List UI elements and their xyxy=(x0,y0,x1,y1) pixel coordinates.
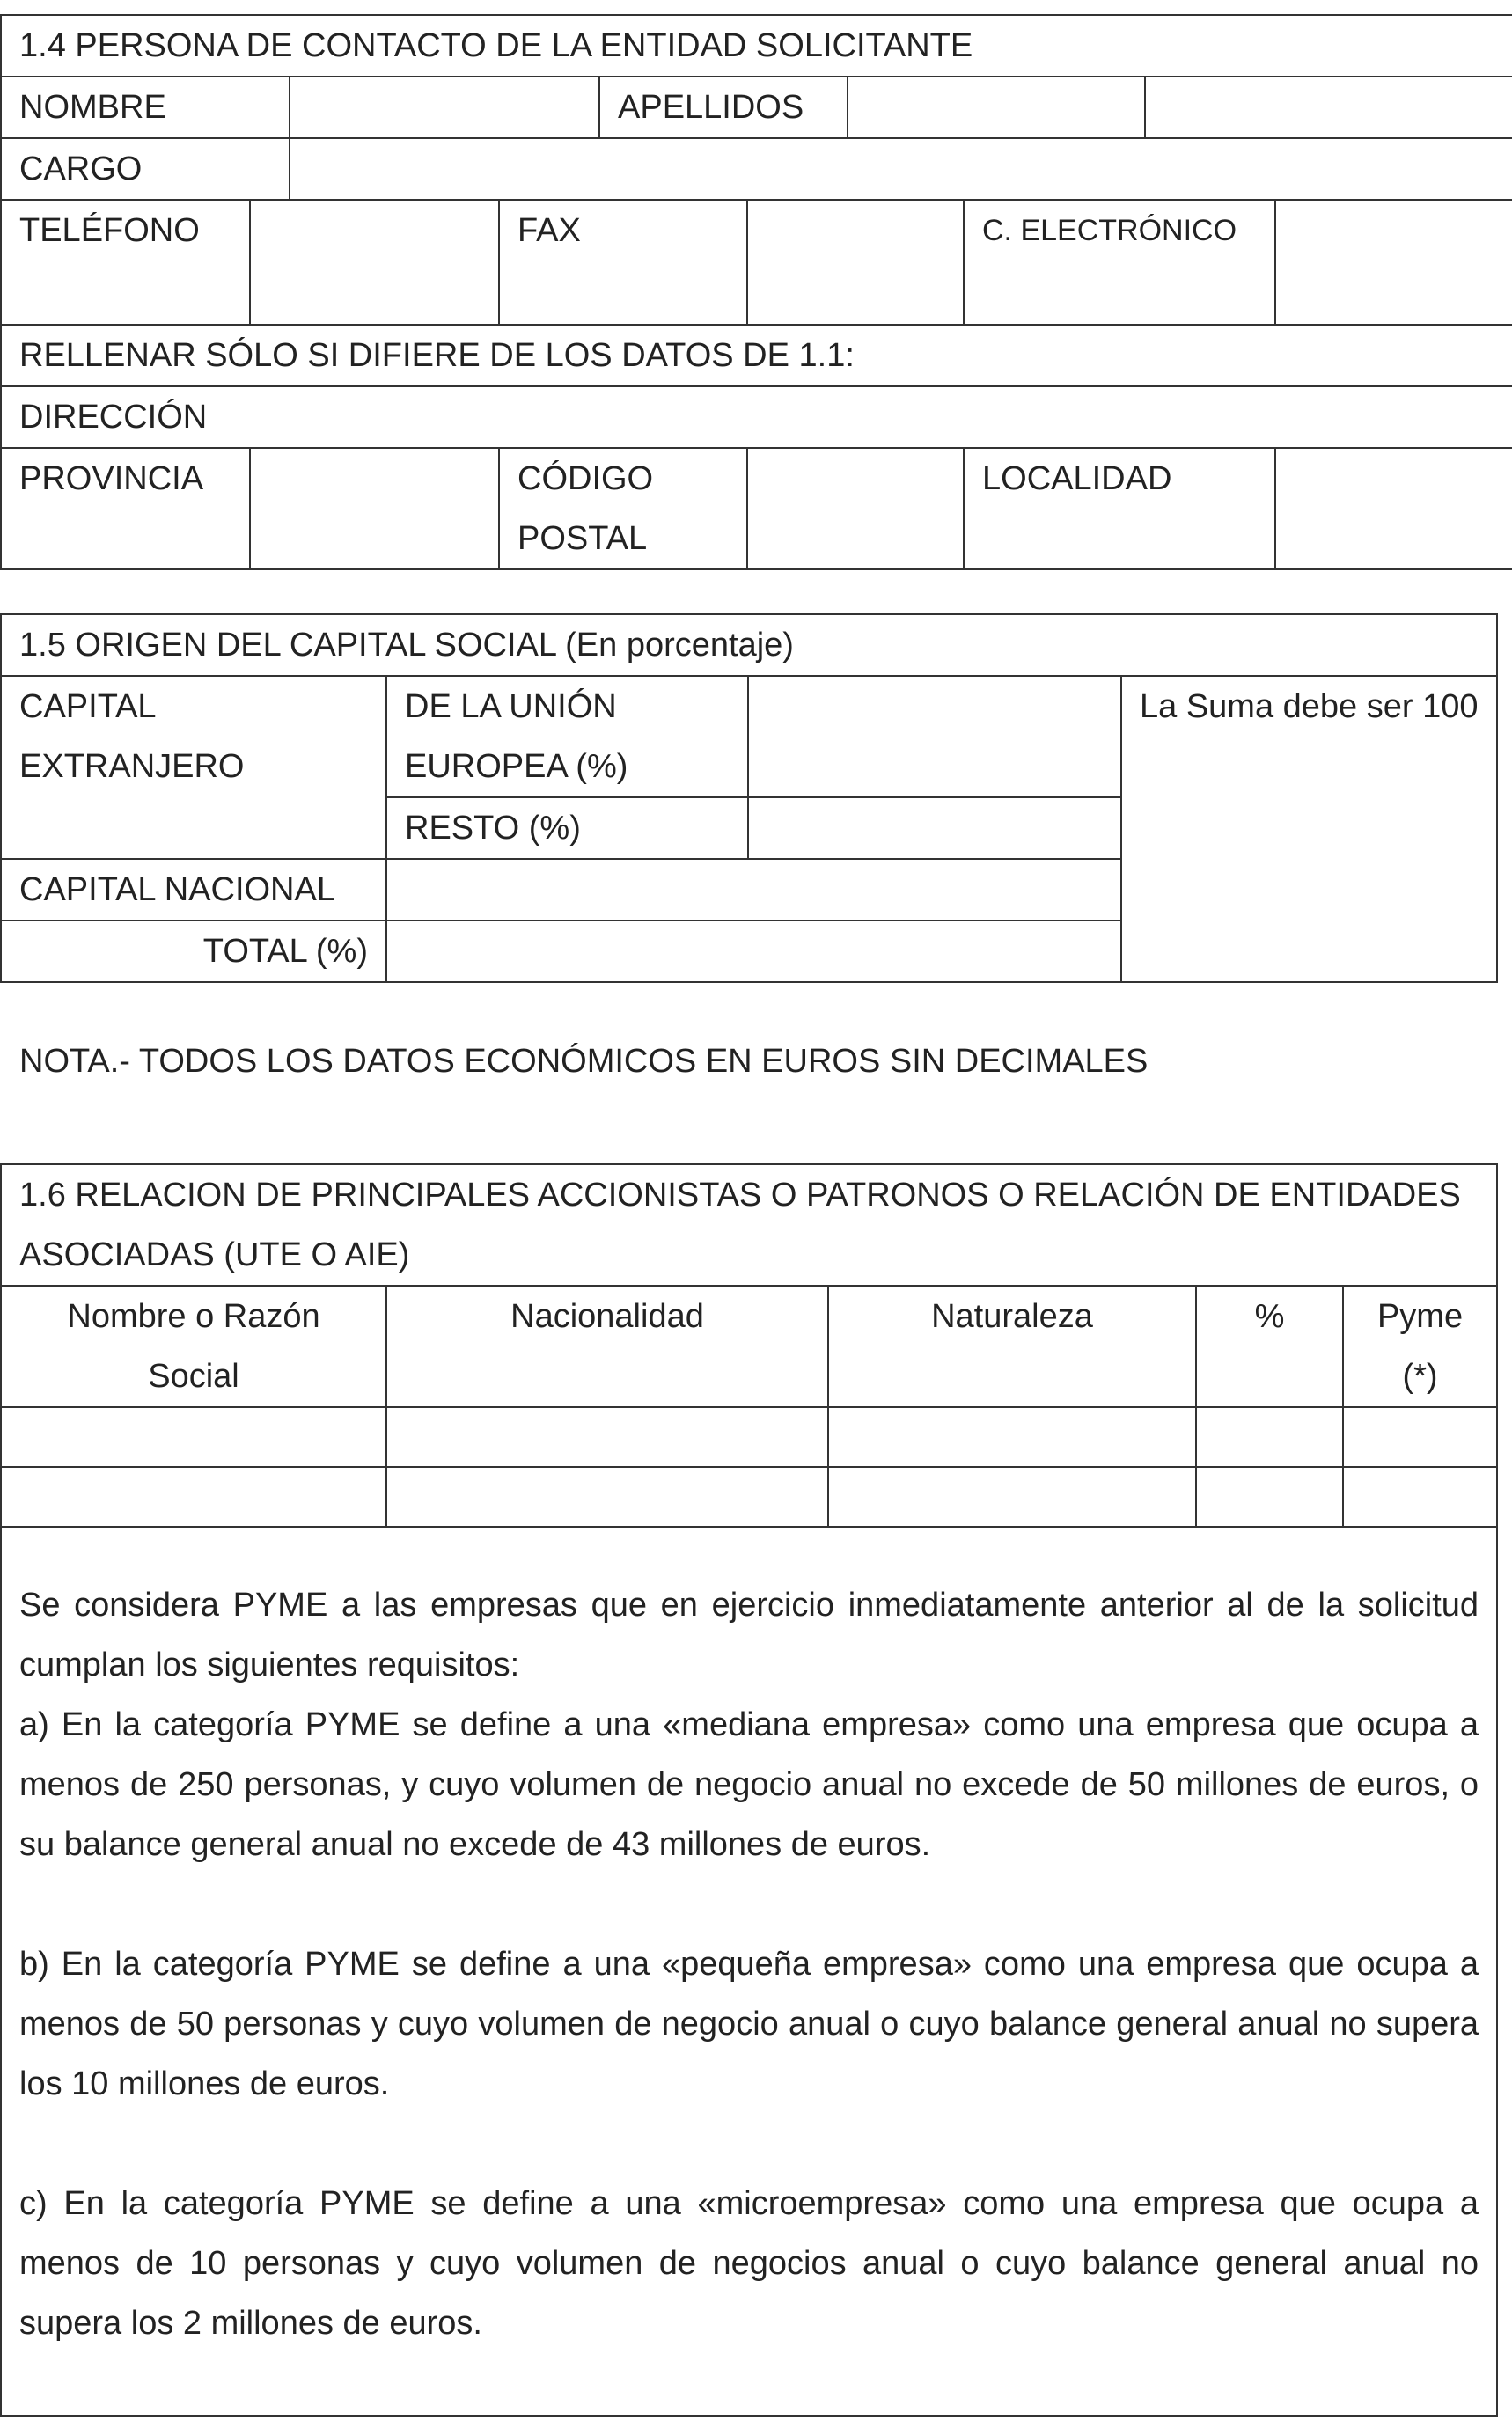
apellidos-field-2[interactable] xyxy=(1145,77,1512,138)
fax-field[interactable] xyxy=(747,200,964,325)
shareholder-naturaleza-field[interactable] xyxy=(828,1407,1196,1467)
shareholder-porcentaje-field[interactable] xyxy=(1196,1407,1343,1467)
codigo-postal-field[interactable] xyxy=(747,448,964,569)
cargo-field[interactable] xyxy=(290,138,1512,200)
cargo-label: CARGO xyxy=(1,138,290,200)
economic-data-note: NOTA.- TODOS LOS DATOS ECONÓMICOS EN EUROS SIN DECIMALES xyxy=(19,1043,1149,1080)
union-europea-label: DE LA UNIÓN EUROPEA (%) xyxy=(386,676,748,797)
shareholder-nombre-field[interactable] xyxy=(1,1467,386,1527)
table-row xyxy=(1,1467,1497,1527)
capital-nacional-label: CAPITAL NACIONAL xyxy=(1,859,386,921)
provincia-field[interactable] xyxy=(250,448,499,569)
table-row xyxy=(1,1407,1497,1467)
pyme-definition-b: b) En la categoría PYME se define a una «pequeña empresa» como una empresa que ocupa a menos de 50 personas y cuyo volumen de negocio anual o cuyo balance general anual no supera los 10 millones de euros. xyxy=(19,1946,1479,2102)
apellidos-label: APELLIDOS xyxy=(599,77,848,138)
capital-nacional-field[interactable] xyxy=(386,859,1121,921)
direccion-label: DIRECCIÓN xyxy=(1,386,1512,448)
shareholders-table xyxy=(0,1163,1498,2417)
section-1-5-title: 1.5 ORIGEN DEL CAPITAL SOCIAL (En porcentaje) xyxy=(1,614,1497,676)
union-europea-field[interactable] xyxy=(748,676,1121,797)
column-header-nacionalidad: Nacionalidad xyxy=(386,1286,828,1407)
shareholder-pyme-field[interactable] xyxy=(1343,1467,1497,1527)
provincia-label: PROVINCIA xyxy=(1,448,250,569)
shareholder-nacionalidad-field[interactable] xyxy=(386,1467,828,1527)
capital-origin-table xyxy=(0,613,1498,983)
resto-field[interactable] xyxy=(748,797,1121,859)
column-header-naturaleza: Naturaleza xyxy=(828,1286,1196,1407)
correo-field[interactable] xyxy=(1275,200,1512,325)
section-1-6-title: 1.6 RELACION DE PRINCIPALES ACCIONISTAS O PATRONOS O RELACIÓN DE ENTIDADES ASOCIADAS (UTE O AIE) xyxy=(1,1164,1497,1286)
shareholder-nacionalidad-field[interactable] xyxy=(386,1407,828,1467)
section-1-4-title: 1.4 PERSONA DE CONTACTO DE LA ENTIDAD SOLICITANTE xyxy=(1,15,1512,77)
total-field[interactable] xyxy=(386,921,1121,982)
nombre-label: NOMBRE xyxy=(1,77,290,138)
telefono-label: TELÉFONO xyxy=(1,200,250,325)
contact-person-table xyxy=(0,14,1512,570)
shareholder-pyme-field[interactable] xyxy=(1343,1407,1497,1467)
apellidos-field-1[interactable] xyxy=(848,77,1145,138)
shareholder-naturaleza-field[interactable] xyxy=(828,1467,1196,1527)
codigo-postal-label: CÓDIGO POSTAL xyxy=(499,448,747,569)
shareholder-porcentaje-field[interactable] xyxy=(1196,1467,1343,1527)
fax-label: FAX xyxy=(499,200,747,325)
resto-label: RESTO (%) xyxy=(386,797,748,859)
pyme-definition-box xyxy=(1,1527,1497,2416)
telefono-field[interactable] xyxy=(250,200,499,325)
column-header-pyme: Pyme (*) xyxy=(1343,1286,1497,1407)
nombre-field[interactable] xyxy=(290,77,599,138)
capital-extranjero-label: CAPITAL EXTRANJERO xyxy=(1,676,386,859)
pyme-definition-c: c) En la categoría PYME se define a una «microempresa» como una empresa que ocupa a menos de 10 personas y cuyo volumen de negocios anual o cuyo balance general anual no supera los 2 millones de euros. xyxy=(19,2185,1479,2342)
suma-note: La Suma debe ser 100 xyxy=(1121,676,1497,982)
column-header-nombre: Nombre o Razón Social xyxy=(1,1286,386,1407)
localidad-field[interactable] xyxy=(1275,448,1512,569)
correo-label: C. ELECTRÓNICO xyxy=(964,200,1275,325)
shareholder-nombre-field[interactable] xyxy=(1,1407,386,1467)
localidad-label: LOCALIDAD xyxy=(964,448,1275,569)
rellenar-instruction: RELLENAR SÓLO SI DIFIERE DE LOS DATOS DE 1.1: xyxy=(1,325,1512,386)
total-label: TOTAL (%) xyxy=(1,921,386,982)
pyme-definition-a: a) En la categoría PYME se define a una «mediana empresa» como una empresa que ocupa a menos de 250 personas, y cuyo volumen de negocio anual no excede de 50 millones de euros, o su balance general anual no excede de 43 millones de euros. xyxy=(19,1706,1479,1863)
column-header-porcentaje: % xyxy=(1196,1286,1343,1407)
pyme-intro: Se considera PYME a las empresas que en ejercicio inmediatamente anterior al de la solicitud cumplan los siguientes requisitos: xyxy=(19,1587,1479,1683)
